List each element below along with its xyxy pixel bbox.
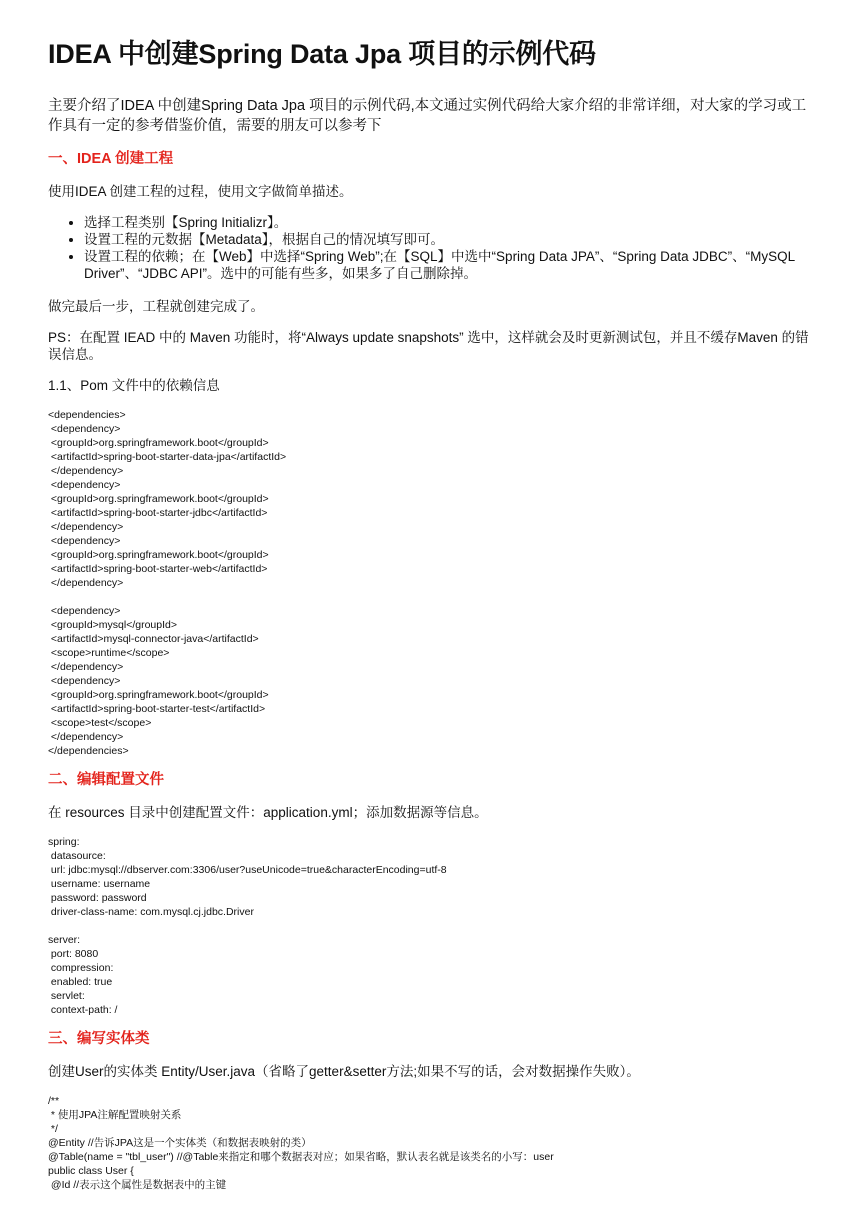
section-desc: 在 resources 目录中创建配置文件：application.yml；添加数据源等信息。 (48, 805, 488, 820)
section-heading-entity: 三、编写实体类 (48, 1031, 150, 1047)
section-heading-config: 二、编辑配置文件 (48, 772, 164, 788)
page-title: IDEA 中创建Spring Data Jpa 项目的示例代码 (48, 39, 596, 69)
code-block-yml: spring: datasource: url: jdbc:mysql://dbserver.com:3306/user?useUnicode=true&characterEncoding=utf-8 username: username password: password driver-class-name: com.mysql.cj.jdbc.Driver server: port: 8080 compression: enabled: true servlet: context-path: / (48, 836, 447, 1016)
subheading-pom: 1.1、Pom 文件中的依赖信息 (48, 378, 220, 393)
section-heading-create-project: 一、IDEA 创建工程 (48, 151, 174, 167)
code-block-pom: <dependencies> <dependency> <groupId>org.springframework.boot</groupId> <artifactId>spring-boot-starter-data-jpa</artifactId> </dependency> <dependency> <groupId>org.springframework.boot</groupId> <artifactId>spring-boot-starter-jdbc</artifactId> </dependency> <dependency> <groupId>org.springframework.boot</groupId> <artifactId>spring-boot-starter-web</artifactId> </dependency> <dependency> <groupId>mysql</groupId> <artifactId>mysql-connector-java</artifactId> <scope>runtime</scope> </dependency> <dependency> <groupId>org.springframework.boot</groupId> <artifactId>spring-boot-starter-test</artifactId> <scope>test</scope> </dependency> </dependencies> (48, 409, 287, 757)
done-text: 做完最后一步，工程就创建完成了。 (48, 299, 264, 314)
list-item: • 选择工程类别【Spring Initializr】。 (84, 214, 820, 231)
list-item: • 设置工程的依赖；在【Web】中选择“Spring Web”;在【SQL】中选中“Spring Data JPA”、“Spring Data JDBC”、“MySQL Driver”、“JDBC API”。选中的可能有些多，如果多了自己删除掉。 (84, 248, 820, 282)
steps-list (48, 214, 820, 282)
section-desc: 创建User的实体类 Entity/User.java（省略了getter&setter方法;如果不写的话，会对数据操作失败）。 (48, 1064, 640, 1079)
ps-note: PS：在配置 IEAD 中的 Maven 功能时，将“Always update snapshots” 选中，这样就会及时更新测试包，并且不缓存Maven 的错误信息。 (48, 330, 809, 362)
code-block-entity: /** * 使用JPA注解配置映射关系 */ @Entity //告诉JPA这是一个实体类（和数据表映射的类） @Table(name = "tbl_user") //@Table来指定和哪个数据表对应；如果省略，默认表名就是该类名的小写：user public class User { @Id //表示这个属性是数据表中的主键 (48, 1095, 554, 1191)
intro-paragraph: 主要介绍了IDEA 中创建Spring Data Jpa 项目的示例代码,本文通过实例代码给大家介绍的非常详细，对大家的学习或工作具有一定的参考借鉴价值，需要的朋友可以参考下 (48, 98, 807, 134)
section-desc: 使用IDEA 创建工程的过程，使用文字做简单描述。 (48, 184, 353, 199)
list-item: • 设置工程的元数据【Metadata】，根据自己的情况填写即可。 (84, 231, 820, 248)
